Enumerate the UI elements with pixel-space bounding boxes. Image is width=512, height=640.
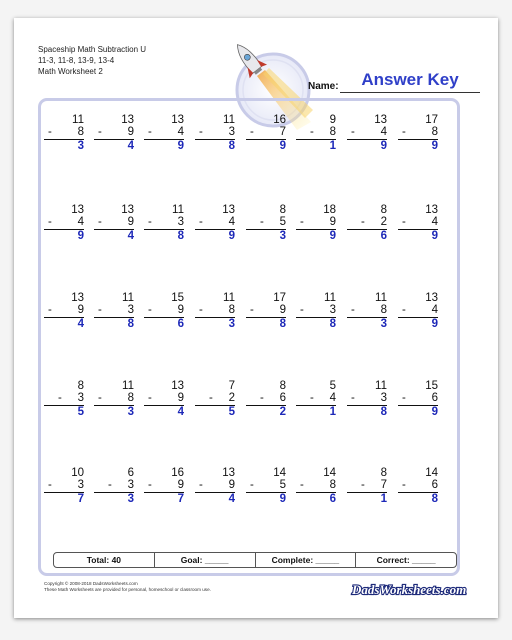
subtrahend: 4 (77, 216, 84, 228)
answer: 9 (431, 140, 438, 152)
worksheet-title: Spaceship Math Subtraction U (38, 45, 147, 54)
subtrahend-row (195, 216, 235, 230)
subtrahend: 3 (127, 479, 134, 491)
problem (195, 380, 235, 419)
minus-sign: - (48, 216, 52, 228)
minus-sign: - (148, 216, 152, 228)
minus-sign: - (199, 479, 203, 491)
answer: 9 (177, 140, 184, 152)
score-footer (53, 552, 457, 568)
correct-cell: Correct: _____ (376, 555, 436, 565)
answer: 8 (380, 406, 387, 418)
problem (94, 467, 134, 506)
answer: 4 (77, 318, 84, 330)
subtrahend: 8 (329, 126, 336, 138)
minuend: 13 (121, 114, 134, 126)
answer: 1 (329, 140, 336, 152)
worksheet-number: Math Worksheet 2 (38, 67, 103, 76)
subtrahend: 3 (329, 304, 336, 316)
minus-sign: - (148, 392, 152, 404)
answer: 3 (127, 406, 134, 418)
answer: 3 (380, 318, 387, 330)
problem (296, 380, 336, 419)
minus-sign: - (98, 216, 102, 228)
problem (94, 380, 134, 419)
problem (94, 114, 134, 153)
subtrahend: 8 (77, 126, 84, 138)
subtrahend: 3 (177, 216, 184, 228)
problem (44, 467, 84, 506)
goal-cell: Goal: _____ (155, 553, 256, 567)
problem (44, 380, 84, 419)
subtrahend: 2 (380, 216, 387, 228)
minus-sign: - (260, 216, 264, 228)
subtrahend-row (347, 392, 387, 406)
answer: 9 (329, 230, 336, 242)
subtrahend: 2 (228, 392, 235, 404)
minuend: 13 (71, 292, 84, 304)
subtrahend-row (94, 392, 134, 406)
answer: 5 (228, 406, 235, 418)
minus-sign: - (351, 304, 355, 316)
subtrahend: 6 (279, 392, 286, 404)
problem (144, 114, 184, 153)
subtrahend-row (296, 126, 336, 140)
problem (296, 292, 336, 331)
answer: 9 (279, 493, 286, 505)
problem (246, 467, 286, 506)
copyright (44, 581, 211, 593)
subtrahend-row (144, 304, 184, 318)
subtrahend: 3 (77, 479, 84, 491)
subtrahend-row (398, 304, 438, 318)
subtrahend: 4 (228, 216, 235, 228)
problem (347, 292, 387, 331)
copyright-line: Copyright © 2008-2018 DadsWorksheets.com (44, 581, 138, 586)
subtrahend: 7 (279, 126, 286, 138)
minuend: 17 (273, 292, 286, 304)
answer: 3 (127, 493, 134, 505)
minuend: 13 (121, 204, 134, 216)
minuend: 13 (171, 114, 184, 126)
subtrahend: 3 (127, 304, 134, 316)
minus-sign: - (402, 479, 406, 491)
answer: 9 (431, 230, 438, 242)
problem (246, 292, 286, 331)
subtrahend-row (296, 216, 336, 230)
subtrahend: 9 (177, 392, 184, 404)
minuend: 16 (273, 114, 286, 126)
name-area (308, 68, 498, 98)
subtrahend: 5 (279, 216, 286, 228)
problem (347, 204, 387, 243)
minus-sign: - (300, 216, 304, 228)
subtrahend-row (44, 479, 84, 493)
minuend: 5 (329, 380, 336, 392)
name-line (340, 92, 480, 93)
problem (296, 467, 336, 506)
minus-sign: - (300, 479, 304, 491)
minuend: 8 (380, 467, 387, 479)
subtrahend-row (347, 126, 387, 140)
minuend: 11 (223, 114, 235, 126)
answer: 5 (77, 406, 84, 418)
answer-key-title: Answer Key (361, 70, 459, 89)
problem (246, 114, 286, 153)
minus-sign: - (260, 392, 264, 404)
minuend: 8 (279, 204, 286, 216)
complete-cell: Complete: _____ (256, 553, 357, 567)
problem (144, 380, 184, 419)
minuend: 13 (222, 467, 235, 479)
subtrahend: 8 (380, 304, 387, 316)
problem (94, 204, 134, 243)
answer: 8 (279, 318, 286, 330)
answer: 9 (77, 230, 84, 242)
minus-sign: - (310, 392, 314, 404)
minus-sign: - (402, 216, 406, 228)
minus-sign: - (58, 392, 62, 404)
minus-sign: - (250, 479, 254, 491)
minuend: 11 (172, 204, 184, 216)
minuend: 11 (223, 292, 235, 304)
subtrahend: 9 (279, 304, 286, 316)
answer: 6 (329, 493, 336, 505)
minuend: 13 (71, 204, 84, 216)
subtrahend: 8 (431, 126, 438, 138)
minus-sign: - (48, 479, 52, 491)
subtrahend-row (144, 126, 184, 140)
problem (398, 114, 438, 153)
problem (347, 380, 387, 419)
minuend: 14 (273, 467, 286, 479)
answer: 9 (431, 318, 438, 330)
answer: 8 (177, 230, 184, 242)
minus-sign: - (148, 126, 152, 138)
minus-sign: - (351, 392, 355, 404)
subtrahend-row (398, 479, 438, 493)
answer: 9 (380, 140, 387, 152)
problem (246, 380, 286, 419)
subtrahend: 3 (380, 392, 387, 404)
subtrahend-row (44, 216, 84, 230)
problem (44, 114, 84, 153)
subtrahend-row (144, 479, 184, 493)
worksheet-facts: 11-3, 11-8, 13-9, 13-4 (38, 56, 115, 65)
subtrahend: 4 (431, 304, 438, 316)
subtrahend: 9 (177, 304, 184, 316)
minus-sign: - (402, 392, 406, 404)
minuend: 13 (374, 114, 387, 126)
answer: 3 (279, 230, 286, 242)
subtrahend: 5 (279, 479, 286, 491)
name-label: Name: (308, 81, 339, 92)
subtrahend: 3 (77, 392, 84, 404)
minus-sign: - (209, 392, 213, 404)
subtrahend-row (246, 479, 286, 493)
subtrahend: 9 (127, 216, 134, 228)
subtrahend: 4 (431, 216, 438, 228)
minuend: 10 (71, 467, 84, 479)
subtrahend-row (347, 304, 387, 318)
minus-sign: - (148, 479, 152, 491)
problem (296, 114, 336, 153)
problem (144, 292, 184, 331)
subtrahend-row (195, 126, 235, 140)
minuend: 9 (329, 114, 336, 126)
problem (347, 114, 387, 153)
minus-sign: - (148, 304, 152, 316)
minuend: 8 (77, 380, 84, 392)
minus-sign: - (402, 126, 406, 138)
problem (195, 467, 235, 506)
answer: 3 (228, 318, 235, 330)
minuend: 11 (122, 380, 134, 392)
minuend: 11 (122, 292, 134, 304)
minuend: 13 (425, 204, 438, 216)
subtrahend: 4 (380, 126, 387, 138)
minus-sign: - (300, 304, 304, 316)
answer: 3 (77, 140, 84, 152)
total-cell: Total: 40 (54, 553, 155, 567)
minus-sign: - (98, 392, 102, 404)
answer: 1 (380, 493, 387, 505)
subtrahend-row (398, 392, 438, 406)
subtrahend: 9 (177, 479, 184, 491)
minus-sign: - (310, 126, 314, 138)
problem (44, 204, 84, 243)
subtrahend-row (144, 216, 184, 230)
minus-sign: - (361, 216, 365, 228)
subtrahend: 6 (431, 392, 438, 404)
subtrahend-row (195, 479, 235, 493)
dadsworksheets-logo (350, 578, 470, 600)
minus-sign: - (199, 216, 203, 228)
subtrahend: 7 (380, 479, 387, 491)
answer: 8 (329, 318, 336, 330)
subtrahend-row (94, 126, 134, 140)
minus-sign: - (361, 479, 365, 491)
minuend: 13 (171, 380, 184, 392)
problem (398, 380, 438, 419)
subtrahend-row (347, 216, 387, 230)
subtrahend: 8 (127, 392, 134, 404)
answer: 9 (228, 230, 235, 242)
subtrahend: 9 (77, 304, 84, 316)
subtrahend-row (246, 126, 286, 140)
problem (94, 292, 134, 331)
minus-sign: - (98, 126, 102, 138)
subtrahend-row (246, 392, 286, 406)
answer: 6 (177, 318, 184, 330)
problem (195, 292, 235, 331)
subtrahend: 8 (329, 479, 336, 491)
answer: 4 (127, 230, 134, 242)
subtrahend-row (398, 216, 438, 230)
minuend: 11 (324, 292, 336, 304)
minus-sign: - (402, 304, 406, 316)
minus-sign: - (250, 126, 254, 138)
minuend: 13 (425, 292, 438, 304)
problem (144, 204, 184, 243)
subtrahend: 3 (228, 126, 235, 138)
problem (195, 204, 235, 243)
answer: 4 (127, 140, 134, 152)
answer: 2 (279, 406, 286, 418)
subtrahend-row (398, 126, 438, 140)
minuend: 7 (228, 380, 235, 392)
minuend: 13 (222, 204, 235, 216)
subtrahend-row (195, 392, 235, 406)
problem (246, 204, 286, 243)
subtrahend: 4 (329, 392, 336, 404)
subtrahend-row (347, 479, 387, 493)
subtrahend-row (144, 392, 184, 406)
problem (144, 467, 184, 506)
subtrahend-row (94, 479, 134, 493)
minuend: 11 (72, 114, 84, 126)
answer: 6 (380, 230, 387, 242)
problem (398, 204, 438, 243)
answer: 1 (329, 406, 336, 418)
subtrahend-row (44, 304, 84, 318)
answer: 7 (77, 493, 84, 505)
minus-sign: - (351, 126, 355, 138)
subtrahend-row (94, 216, 134, 230)
subtrahend-row (296, 392, 336, 406)
minuend: 17 (425, 114, 438, 126)
subtrahend: 9 (329, 216, 336, 228)
subtrahend-row (94, 304, 134, 318)
subtrahend-row (296, 479, 336, 493)
subtrahend-row (246, 216, 286, 230)
subtrahend-row (195, 304, 235, 318)
subtrahend-row (296, 304, 336, 318)
minuend: 15 (425, 380, 438, 392)
problem (347, 467, 387, 506)
usage-note: These Math Worksheets are provided for personal, homeschool or classroom use. (44, 587, 211, 592)
worksheet-header (38, 44, 146, 77)
minus-sign: - (199, 126, 203, 138)
minus-sign: - (250, 304, 254, 316)
minuend: 8 (279, 380, 286, 392)
answer: 8 (431, 493, 438, 505)
problem (398, 292, 438, 331)
minus-sign: - (199, 304, 203, 316)
worksheet-page (14, 18, 498, 618)
answer: 7 (177, 493, 184, 505)
subtrahend: 9 (228, 479, 235, 491)
problem (296, 204, 336, 243)
minus-sign: - (108, 479, 112, 491)
minuend: 18 (323, 204, 336, 216)
problem (44, 292, 84, 331)
answer: 8 (127, 318, 134, 330)
minuend: 6 (127, 467, 134, 479)
subtrahend-row (44, 392, 84, 406)
problem (195, 114, 235, 153)
minuend: 15 (171, 292, 184, 304)
minuend: 14 (425, 467, 438, 479)
minus-sign: - (98, 304, 102, 316)
minuend: 11 (375, 380, 387, 392)
subtrahend-row (246, 304, 286, 318)
answer: 4 (177, 406, 184, 418)
subtrahend: 4 (177, 126, 184, 138)
subtrahend: 6 (431, 479, 438, 491)
subtrahend-row (44, 126, 84, 140)
answer: 8 (228, 140, 235, 152)
subtrahend: 8 (228, 304, 235, 316)
logo-text: DadsWorksheets.com (352, 582, 467, 597)
answer: 9 (279, 140, 286, 152)
minuend: 8 (380, 204, 387, 216)
answer: 9 (431, 406, 438, 418)
subtrahend: 9 (127, 126, 134, 138)
minuend: 16 (171, 467, 184, 479)
problem (398, 467, 438, 506)
minus-sign: - (48, 126, 52, 138)
minuend: 11 (375, 292, 387, 304)
answer: 4 (228, 493, 235, 505)
minus-sign: - (48, 304, 52, 316)
minuend: 14 (323, 467, 336, 479)
